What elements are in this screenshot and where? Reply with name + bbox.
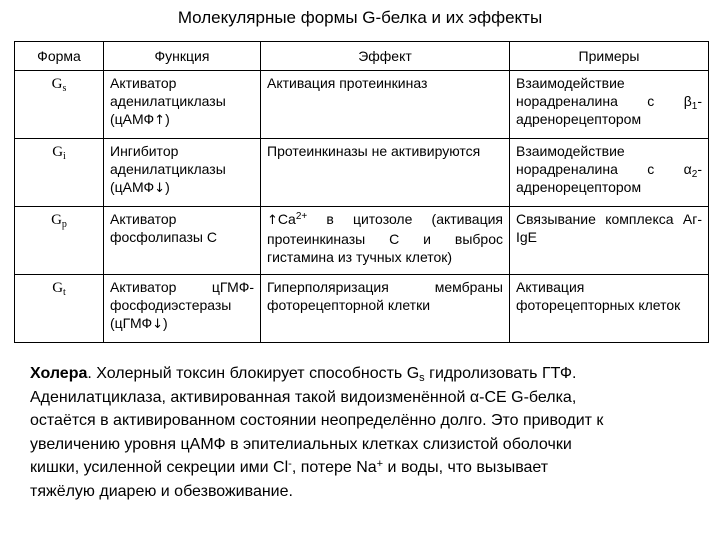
example-cell: Связывание комплекса Аг-IgE xyxy=(510,207,709,275)
form-cell: $G_t$ xyxy=(15,275,104,343)
table-row xyxy=(15,139,709,207)
cholera-paragraph: Холера. Холерный токсин блокирует способность $G_s$ гидролизовать ГТФ. Аденилатциклаза, активированная такой видоизменённой α-СЕ G-белка, остаётся в активированном состоянии неопределённо долго. Это приводит к увеличению уровня цАМФ в эпителиальных клетках слизистой оболочки кишки, усиленной секреции ими Cl-, потере Na+ и воды, что вызывает тяжёлую диарею и обезвоживание. xyxy=(30,365,604,500)
effect-cell: Протеинкиназы не активируются xyxy=(261,139,510,207)
g-protein-table xyxy=(14,41,709,343)
form-cell: $G_s$ xyxy=(15,71,104,139)
form-cell: $G_i$ xyxy=(15,139,104,207)
example-cell: Активация фоторецепторных клеток xyxy=(510,275,709,343)
effect-cell: Активация протеинкиназ xyxy=(261,71,510,139)
example-cell: Взаимодействие норадреналина с $\beta_1$-адренорецептором xyxy=(510,71,709,139)
down-arrow-icon: ↓ xyxy=(152,317,163,332)
function-cell: Ингибитор аденилатциклазы (цАМФ↓) xyxy=(104,139,261,207)
page-title: Молекулярные формы G-белка и их эффекты xyxy=(177,8,543,27)
down-arrow-icon: ↓ xyxy=(154,181,166,196)
header-effect: Эффект xyxy=(261,42,510,71)
header-form: Форма xyxy=(15,42,104,71)
header-examples: Примеры xyxy=(510,42,709,71)
effect-cell: $↑Ca^{2+}$ в цитозоле (активация протеинкиназы С и выброс гистамина из тучных клеток) xyxy=(261,207,510,275)
function-cell: Активатор аденилатциклазы (цАМФ↑) xyxy=(104,71,261,139)
paragraph-bold-term: Холера xyxy=(30,365,88,382)
function-cell: Активатор фосфолипазы С xyxy=(104,207,261,275)
table-row xyxy=(15,275,709,343)
table-header-row xyxy=(15,42,709,71)
up-arrow-icon: ↑ xyxy=(154,113,166,128)
example-cell: Взаимодействие норадреналина с $\alpha_2$-адренорецептором xyxy=(510,139,709,207)
table-row xyxy=(15,207,709,275)
form-cell: $G_p$ xyxy=(15,207,104,275)
up-arrow-icon: ↑ xyxy=(267,213,278,228)
header-function: Функция xyxy=(104,42,261,71)
function-cell: Активатор цГМФ-фосфодиэстеразы (цГМФ↓) xyxy=(104,275,261,343)
table-row xyxy=(15,71,709,139)
effect-cell: Гиперполяризация мембраны фоторецепторной клетки xyxy=(261,275,510,343)
